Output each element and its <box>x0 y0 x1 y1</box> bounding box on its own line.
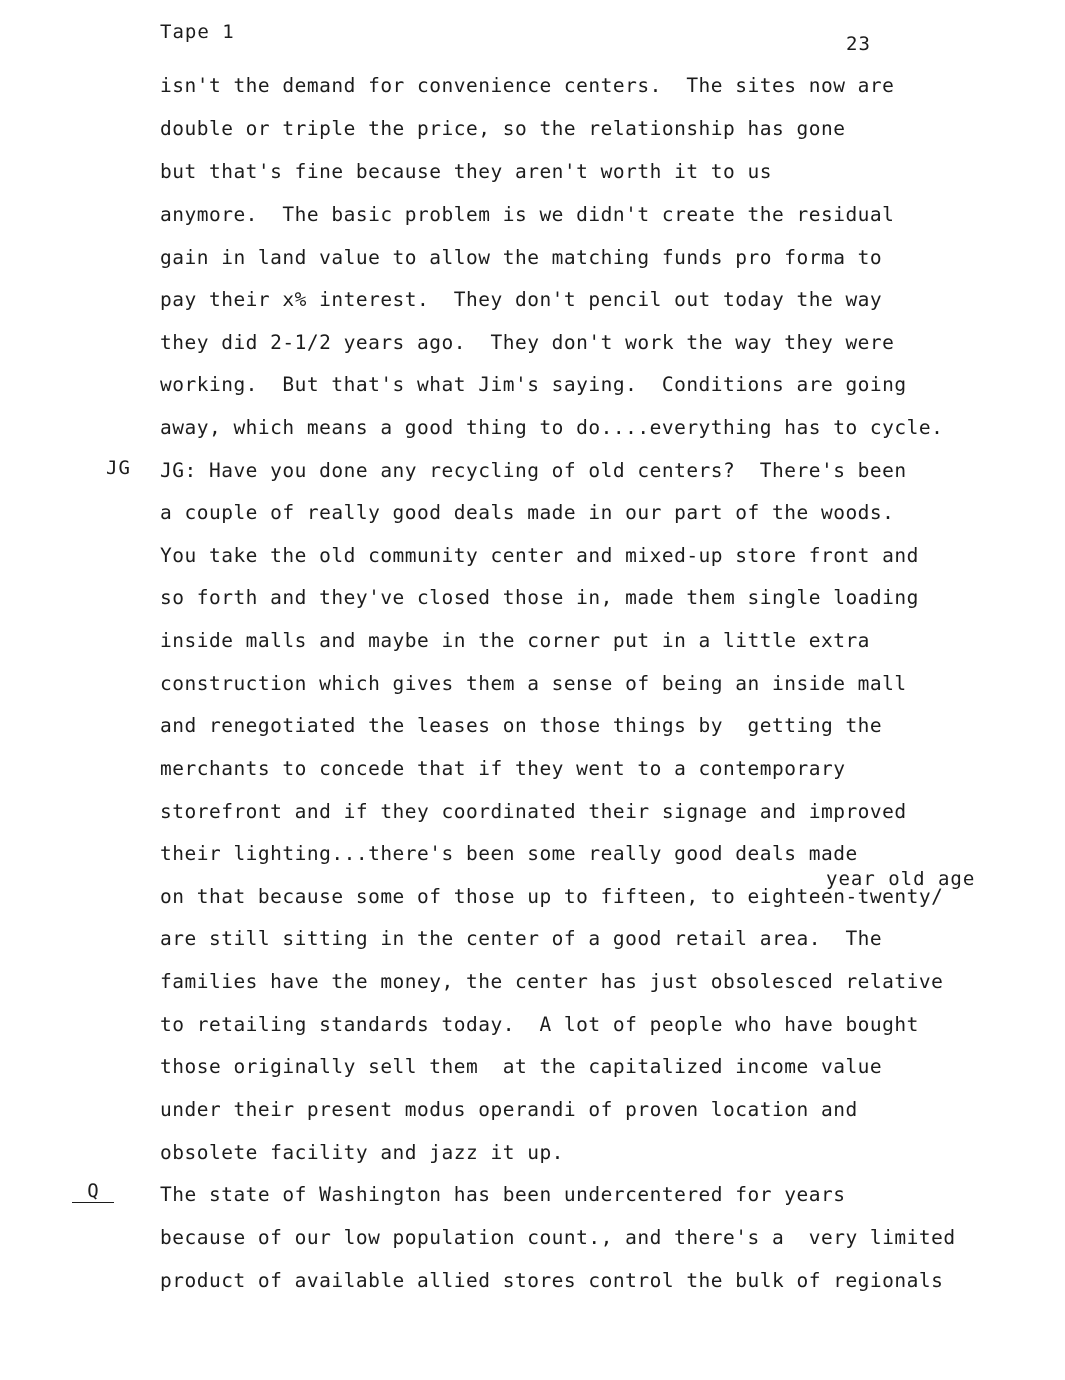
transcript-line: anymore. The basic problem is we didn't create the residual <box>160 203 895 226</box>
transcript-line: construction which gives them a sense of being an inside mall <box>160 672 907 695</box>
transcript-line: obsolete facility and jazz it up. <box>160 1141 564 1164</box>
transcript-line: to retailing standards today. A lot of people who have bought <box>160 1013 919 1036</box>
transcript-line: those originally sell them at the capitalized income value <box>160 1055 883 1078</box>
transcript-line: but that's fine because they aren't worth it to us <box>160 160 772 183</box>
transcript-line: their lighting...there's been some really good deals made <box>160 842 858 865</box>
speaker-margin-q: Q <box>72 1180 114 1203</box>
transcript-line: and renegotiated the leases on those things by getting the <box>160 714 883 737</box>
transcript-line: families have the money, the center has just obsolesced relative <box>160 970 944 993</box>
transcript-line: You take the old community center and mixed-up store front and <box>160 544 919 567</box>
tape-label: Tape 1 <box>160 21 235 43</box>
transcript-line: double or triple the price, so the relationship has gone <box>160 117 846 140</box>
transcript-line: are still sitting in the center of a good retail area. The <box>160 927 883 950</box>
transcript-line: under their present modus operandi of proven location and <box>160 1098 858 1121</box>
transcript-line: pay their x% interest. They don't pencil out today the way <box>160 288 883 311</box>
transcript-line: product of available allied stores control the bulk of regionals <box>160 1269 944 1292</box>
page-number: 23 <box>846 33 871 55</box>
transcript-line: storefront and if they coordinated their signage and improved <box>160 800 907 823</box>
interlinear-annotation: year old age <box>826 868 976 890</box>
transcript-line: because of our low population count., and there's a very limited <box>160 1226 956 1249</box>
transcript-line: away, which means a good thing to do....everything has to cycle. <box>160 416 944 439</box>
transcript-line: they did 2-1/2 years ago. They don't work the way they were <box>160 331 895 354</box>
transcript-line: working. But that's what Jim's saying. Conditions are going <box>160 373 907 396</box>
transcript-line: so forth and they've closed those in, made them single loading <box>160 586 919 609</box>
transcript-line: merchants to concede that if they went to a contemporary <box>160 757 846 780</box>
transcript-line: gain in land value to allow the matching funds pro forma to <box>160 246 883 269</box>
transcript-line: inside malls and maybe in the corner put in a little extra <box>160 629 870 652</box>
transcript-line: isn't the demand for convenience centers. The sites now are <box>160 74 895 97</box>
transcript-line: The state of Washington has been undercentered for years <box>160 1183 846 1206</box>
transcript-line: JG: Have you done any recycling of old centers? There's been <box>160 459 907 482</box>
speaker-margin-jg: JG <box>106 457 131 479</box>
transcript-line: on that because some of those up to fifteen, to eighteen-twenty/ <box>160 885 944 908</box>
transcript-line: a couple of really good deals made in our part of the woods. <box>160 501 895 524</box>
